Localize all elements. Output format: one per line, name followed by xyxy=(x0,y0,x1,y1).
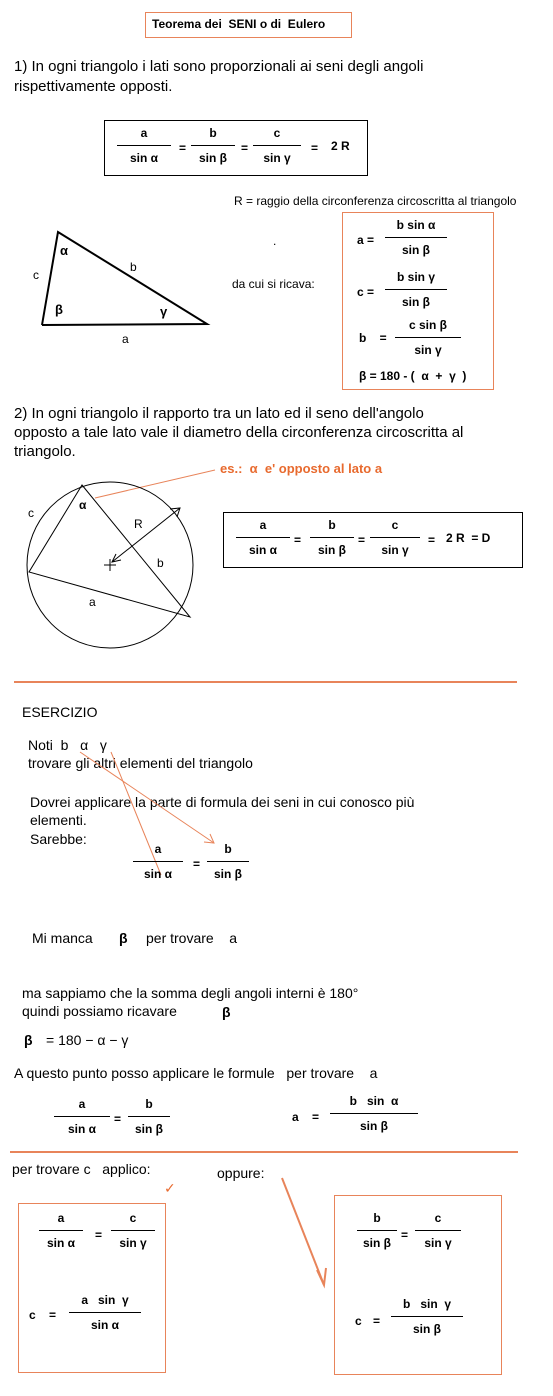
ex-per-trovare-c: per trovare c applico: xyxy=(12,1161,151,1177)
dot: . xyxy=(273,234,277,248)
circ-c: c xyxy=(28,506,34,520)
tri-c: c xyxy=(33,268,39,282)
circ-R: R xyxy=(134,517,143,531)
ex-frac-a: a sin α xyxy=(133,841,183,882)
ex-title: ESERCIZIO xyxy=(22,704,98,720)
s2-line2: opposto a tale lato vale il diametro della circonferenza circoscritta al xyxy=(14,424,464,441)
s1-formula-box: a sin α = b sin β = c sin γ = 2 R xyxy=(104,120,368,176)
c-box-left: a sin α = c sin γ c = a sin γ sin α xyxy=(18,1203,166,1373)
ex-beta-eq: = 180 − α − γ xyxy=(46,1032,129,1048)
ex-beta-sym: β xyxy=(24,1032,33,1048)
ex-oppure: oppure: xyxy=(217,1165,265,1181)
ex-ma-1: ma sappiamo che la somma degli angoli interni è 180° xyxy=(22,985,359,1001)
ex-a-result: b sin α sin β xyxy=(330,1093,418,1134)
ex-ma-beta: β xyxy=(222,1004,231,1020)
tri-alpha: α xyxy=(60,243,68,258)
tri-gamma: γ xyxy=(160,304,168,319)
ex-per-trovare-a: per trovare a xyxy=(146,930,238,946)
two-r-d: 2 R = D xyxy=(446,531,491,545)
ex-a-questo: A questo punto posso applicare le formule per trovare a xyxy=(14,1065,378,1081)
ex-a-lhs: a xyxy=(292,1110,299,1124)
check-icon: ✓ xyxy=(164,1180,176,1196)
s2-line1: 2) In ogni triangolo il rapporto tra un lato ed il seno dell'angolo xyxy=(14,405,424,422)
ex-trovare: trovare gli altri elementi del triangolo xyxy=(28,755,253,771)
frac-a-sin-alpha: a sin α xyxy=(117,125,171,166)
ex-frac-b: b sin β xyxy=(207,841,249,882)
frac-b-sin-beta: b sin β xyxy=(191,125,235,166)
ex-frac-b2: b sin β xyxy=(128,1096,170,1137)
two-r: 2 R xyxy=(331,139,350,153)
tri-beta: β xyxy=(55,302,63,317)
c-box-right: b sin β = c sin γ c = b sin γ sin β xyxy=(334,1195,502,1375)
results-box: a = b sin α sin β c = b sin γ sin β b = c sin β sin γ β = 180 - ( α + γ ) xyxy=(342,212,494,390)
ex-frac-a2: a sin α xyxy=(54,1096,110,1137)
ex-dovrei-1: Dovrei applicare la parte di formula dei seni in cui conosco più xyxy=(30,794,415,810)
ex-noti: Noti b α γ xyxy=(28,737,107,753)
tri-a: a xyxy=(122,332,129,346)
es-note: es.: α e' opposto al lato a xyxy=(220,461,383,476)
ex-dovrei-2: elementi. xyxy=(30,812,87,828)
r-note: R = raggio della circonferenza circoscritta al triangolo xyxy=(234,194,517,208)
s2-line3: triangolo. xyxy=(14,443,76,460)
ex-ma-2: quindi possiamo ricavare xyxy=(22,1003,177,1019)
frac-c-sin-gamma: c sin γ xyxy=(253,125,301,166)
ex-mi-manca-beta: β xyxy=(119,930,128,946)
da-cui: da cui si ricava: xyxy=(232,277,315,291)
title: Teorema dei SENI o di Eulero xyxy=(152,17,326,31)
ex-mi-manca: Mi manca xyxy=(32,930,93,946)
s2-formula-box: a sin α = b sin β = c sin γ = 2 R = D xyxy=(223,512,523,568)
ex-sarebbe: Sarebbe: xyxy=(30,831,87,847)
s1-line2: rispettivamente opposti. xyxy=(14,78,173,95)
circ-b: b xyxy=(157,556,164,570)
tri-b: b xyxy=(130,260,137,274)
s1-line1: 1) In ogni triangolo i lati sono proporzionali ai seni degli angoli xyxy=(14,58,424,75)
circ-a: a xyxy=(89,595,96,609)
circ-alpha: α xyxy=(79,498,87,512)
